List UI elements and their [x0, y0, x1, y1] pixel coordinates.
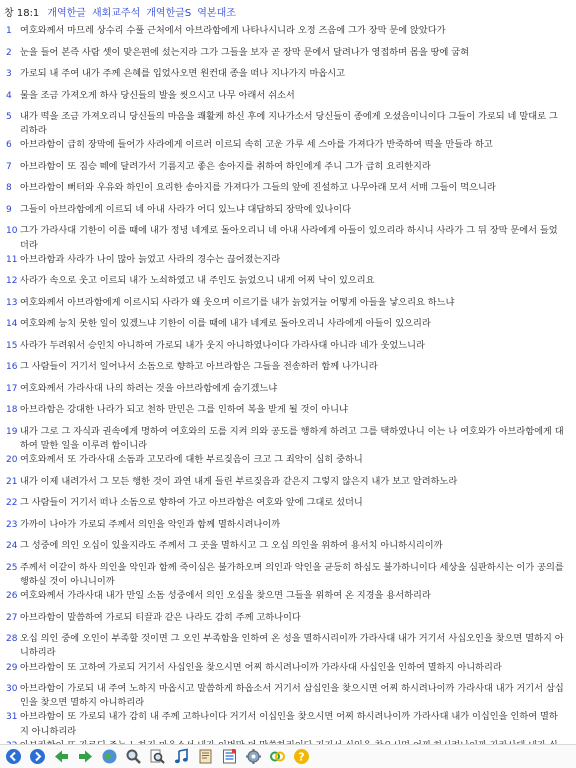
music-note-icon[interactable]: [172, 747, 191, 766]
verse-row[interactable]: [0, 710, 576, 738]
header-bar: [0, 0, 576, 22]
verse-text: 그 성중에 의인 오십이 있을지라도 주께서 그 곳을 멸하시고 그 오십 의인을 위하여 용서치 아니하시리이까: [20, 540, 443, 552]
verse-row[interactable]: [0, 360, 576, 382]
verse-row[interactable]: [0, 46, 576, 68]
verse-row[interactable]: [0, 160, 576, 182]
search-icon[interactable]: [124, 747, 143, 766]
verse-list[interactable]: [0, 24, 576, 742]
version-tab-2[interactable]: 새회교주석: [91, 7, 141, 19]
verse-text: 사라가 두려워서 승인치 아니하여 가로되 내가 웃지 아니하였나이다 가라사대 아니라 네가 웃었느니라: [20, 339, 425, 351]
bookmark-list-icon[interactable]: [220, 747, 239, 766]
verse-text: 가까이 나아가 가로되 주께서 의인을 악인과 함께 멸하시려나이까: [20, 518, 281, 530]
verse-number[interactable]: 17: [6, 383, 18, 394]
verse-number[interactable]: 10: [6, 226, 18, 237]
verse-text: 여호와께서 가라사대 나의 하려는 것을 아브라함에게 숨기겠느냐: [20, 382, 278, 394]
verse-number[interactable]: 5: [6, 112, 12, 122]
verse-text: 내가 이제 내려가서 그 모든 행한 것이 과연 내게 들린 부르짖음과 같은지 그렇지 않은지 내가 보고 알려하노라: [20, 475, 458, 487]
verse-row[interactable]: [0, 539, 576, 561]
verse-number[interactable]: 27: [6, 612, 18, 623]
verse-number[interactable]: 8: [6, 183, 12, 194]
bottom-toolbar: [0, 744, 576, 768]
verse-row[interactable]: [0, 181, 576, 203]
verse-row[interactable]: [0, 253, 576, 275]
verse-number[interactable]: 6: [6, 140, 12, 151]
version-tab-1[interactable]: 개역한글: [47, 7, 86, 19]
verse-row[interactable]: [0, 224, 576, 252]
verse-text: 내가 떡을 조금 가져오리니 당신들의 마음을 쾌활케 하신 후에 지나가소서 당신들이 종에게 오셨음이니이다 그들이 가로되 네 말대로 그리하라: [20, 111, 558, 137]
verse-text: 여호와께서 가라사대 내가 만일 소돔 성중에서 의인 오십을 찾으면 그들을 위하여 온 지경을 용서하리라: [20, 590, 431, 602]
verse-text: 사라가 속으로 웃고 이르되 내가 노쇠하였고 내 주인도 늙었으니 내게 어찌 낙이 있으리요: [20, 275, 375, 287]
verse-number[interactable]: 13: [6, 297, 18, 308]
verse-number[interactable]: 24: [6, 541, 18, 552]
verse-text: 주께서 이같이 하사 의인을 악인과 함께 죽이심은 불가하오며 의인과 악인을 균등히 하심도 불가하니이다 세상을 심판하시는 이가 공의를 행하실 것이 아니니이까: [20, 561, 564, 587]
previous-chapter-icon[interactable]: [52, 747, 71, 766]
book-icon[interactable]: [196, 747, 215, 766]
version-tab-3[interactable]: 개역한글S: [146, 7, 192, 19]
globe-icon[interactable]: [100, 747, 119, 766]
verse-number[interactable]: 26: [6, 591, 18, 602]
verse-number[interactable]: 30: [6, 684, 18, 695]
verse-row[interactable]: [0, 661, 576, 683]
verse-text: 아브라함이 또 고하여 가로되 거기서 사십인을 찾으시면 어찌 하시려나이까 가라사대 사십인을 인하여 멸하지 아니하리라: [20, 661, 502, 673]
verse-text: 아브라함이 뻐터와 우유와 하인이 요리한 송아지를 가져다가 그들의 앞에 진설하고 나무아래 모셔 서매 그들이 먹으니라: [20, 182, 496, 194]
verse-text: 눈을 들어 본즉 사람 셋이 맞은편에 섰는지라 그가 그들을 보자 곧 장막 문에서 달려나가 영접하며 몸을 땅에 굽혀: [20, 46, 470, 58]
forward-icon[interactable]: [28, 747, 47, 766]
verse-row[interactable]: [0, 317, 576, 339]
verse-text: 여호와께서 아브라함에게 이르시되 사라가 왜 웃으며 이르기를 내가 늙었거늘 어떻게 아들을 낳으리요 하느냐: [20, 296, 455, 308]
verse-text: 아브라함이 가로되 내 주여 노하지 마옵시고 말씀하게 하옵소서 거기서 삼십인을 찾으시면 어찌 하시려나이까 가라사대 내가 거기서 삼십인을 찾으면 멸하지 아니하리라: [20, 683, 564, 709]
verse-number[interactable]: 11: [6, 254, 18, 265]
verse-row[interactable]: [0, 382, 576, 404]
verse-number[interactable]: 1: [6, 26, 12, 36]
verse-row[interactable]: [0, 138, 576, 160]
verse-row[interactable]: [0, 425, 576, 453]
verse-text: 여호와께서 마므레 상수리 수풀 근처에서 아브라함에게 나타나시니라 오정 즈음에 그가 장막 문에 앉았다가: [20, 25, 446, 36]
verse-number[interactable]: 29: [6, 662, 18, 673]
verse-row[interactable]: [0, 518, 576, 540]
chapter-reference[interactable]: 창 18:1: [4, 7, 40, 19]
verse-text: 물을 조금 가져오게 하사 당신들의 발을 씻으시고 나무 아래서 쉬소서: [20, 89, 295, 101]
verse-row[interactable]: [0, 67, 576, 89]
link-icon[interactable]: [268, 747, 287, 766]
verse-number[interactable]: 9: [6, 204, 12, 215]
verse-text: 여호와께서 또 가라사대 소돔과 고모라에 대한 부르짖음이 크고 그 죄악이 심히 중하니: [20, 454, 363, 466]
verse-text: 가로되 내 주여 내가 주께 은혜를 입었사오면 원컨대 종을 떠나 지나가지 마옵시고: [20, 68, 346, 79]
verse-row[interactable]: [0, 89, 576, 111]
verse-number[interactable]: 31: [6, 712, 18, 723]
verse-row[interactable]: [0, 203, 576, 225]
verse-number[interactable]: 2: [6, 47, 12, 58]
verse-row[interactable]: [0, 561, 576, 589]
verse-row[interactable]: [0, 24, 576, 46]
verse-row[interactable]: [0, 110, 576, 138]
verse-row[interactable]: [0, 453, 576, 475]
verse-number[interactable]: 19: [6, 426, 18, 437]
verse-number[interactable]: 16: [6, 362, 18, 373]
version-tab-4[interactable]: 역본대조: [197, 7, 236, 19]
verse-number[interactable]: 3: [6, 69, 12, 79]
verse-row[interactable]: [0, 475, 576, 497]
verse-text: 아브라함이 또 가로되 내가 감히 내 주께 고하나이다 거기서 이십인을 찾으시면 어찌 하시려나이까 가라사대 내가 이십인을 인하여 멸하지 아니하리라: [20, 711, 558, 737]
verse-row[interactable]: [0, 339, 576, 361]
verse-text: 그가 가라사대 기한이 이를 때에 내가 정녕 네게로 돌아오리니 네 아내 사라에게 아들이 있으리라 하시니 사라가 그 뒤 장막 문에서 들었더라: [20, 225, 558, 251]
verse-number[interactable]: 20: [6, 455, 18, 466]
verse-text: 아브라함이 급히 장막에 들어가 사라에게 이르러 이르되 속히 고운 가루 세 스아를 가져다가 반죽하여 떡을 만들라 하고: [20, 139, 493, 151]
verse-text: 오십 의인 중에 오인이 부족할 것이면 그 오인 부족함을 인하여 온 성을 멸하시리이까 가라사대 내가 거기서 사십오인을 찾으면 멸하지 아니하리라: [20, 633, 564, 659]
verse-row[interactable]: [0, 589, 576, 611]
verse-text: 아브라함이 말씀하여 가로되 티끌과 같은 나라도 감히 주께 고하나이다: [20, 611, 301, 623]
verse-text: 아브라함과 사라가 나이 많아 늙었고 사라의 경수는 끊어졌는지라: [20, 253, 281, 265]
verse-text: 아브라함이 또 짐승 떼에 달려가서 기름지고 좋은 송아지를 취하여 하인에게 주니 그가 급히 요리한지라: [20, 160, 431, 172]
verse-text: 내가 그로 그 자식과 권속에게 명하여 여호와의 도를 지켜 의와 공도를 행하게 하려고 그를 택하였나니 이는 나 여호와가 아브라함에게 대하여 말한 일을 이루려 함이니라: [20, 425, 564, 452]
verse-number[interactable]: 12: [6, 276, 18, 287]
verse-text: 그 사람들이 거기서 일어나서 소돔으로 향하고 아브라함은 그들을 전송하러 함께 나가니라: [20, 361, 378, 373]
verse-number[interactable]: 22: [6, 498, 18, 509]
verse-number[interactable]: 4: [6, 90, 12, 101]
verse-row[interactable]: [0, 296, 576, 318]
help-icon[interactable]: [292, 747, 311, 766]
verse-row[interactable]: [0, 274, 576, 296]
verse-row[interactable]: [0, 632, 576, 660]
verse-number[interactable]: 15: [6, 340, 18, 351]
verse-number[interactable]: 7: [6, 161, 12, 172]
verse-row[interactable]: [0, 611, 576, 633]
verse-number[interactable]: 28: [6, 634, 18, 645]
verse-row[interactable]: [0, 403, 576, 425]
verse-text: 아브라함은 강대한 나라가 되고 천하 만민은 그를 인하여 복을 받게 될 것이 아니냐: [20, 404, 348, 416]
verse-text: 그 사람들이 거기서 떠나 소돔으로 향하여 가고 아브라함은 여호와 앞에 그대로 섰더니: [20, 497, 363, 509]
settings-icon[interactable]: [244, 747, 263, 766]
next-chapter-icon[interactable]: [76, 747, 95, 766]
verse-number[interactable]: 25: [6, 562, 18, 573]
verse-number[interactable]: 18: [6, 405, 18, 416]
svg-text:?: ?: [298, 750, 305, 764]
verse-number[interactable]: 21: [6, 476, 18, 487]
back-icon[interactable]: [4, 747, 23, 766]
search-result-icon[interactable]: [148, 747, 167, 766]
verse-text: 그들이 아브라함에게 이르되 네 아내 사라가 어디 있느냐 대답하되 장막에 있나이다: [20, 203, 351, 215]
verse-text: 여호와께 능치 못한 일이 있겠느냐 기한이 이를 때에 내가 네게로 돌아오리니 사라에게 아들이 있으리라: [20, 318, 431, 330]
verse-number[interactable]: 23: [6, 519, 18, 530]
verse-row[interactable]: [0, 682, 576, 710]
verse-number[interactable]: 14: [6, 319, 18, 330]
verse-row[interactable]: [0, 496, 576, 518]
